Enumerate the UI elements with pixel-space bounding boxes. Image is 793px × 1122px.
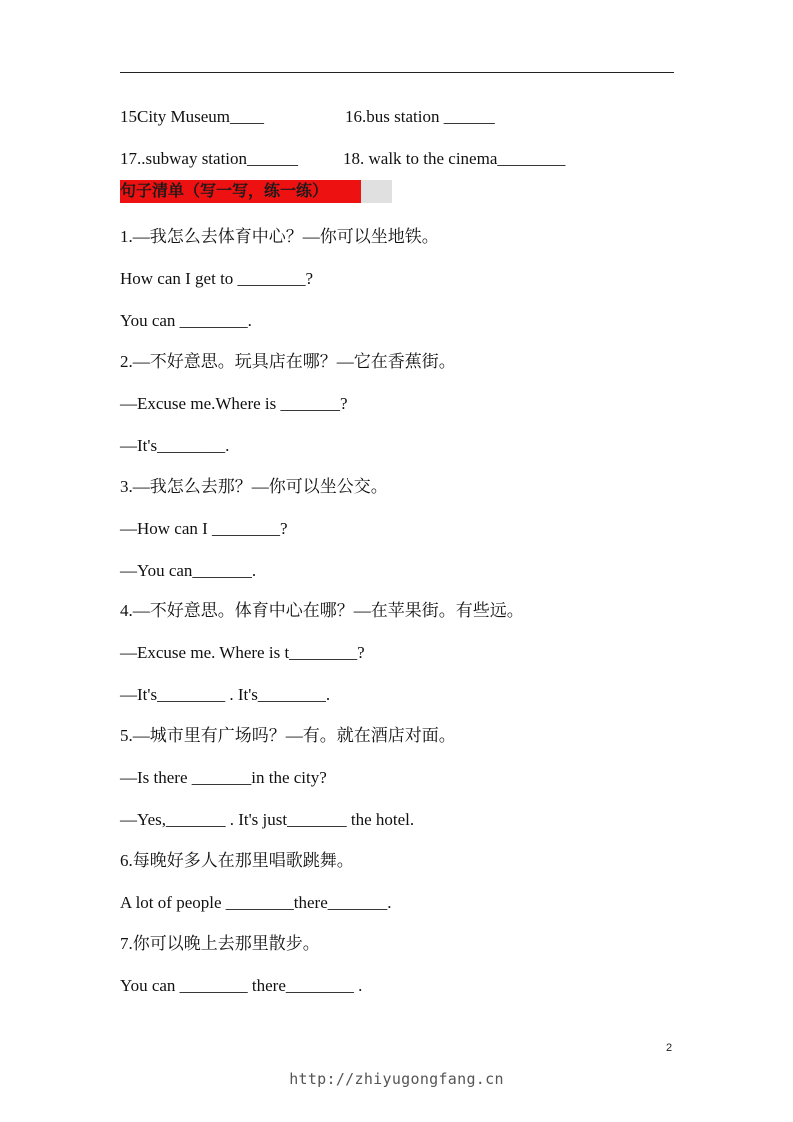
page-number: 2 — [666, 1042, 673, 1054]
sentence-line: You can ________. — [120, 311, 252, 330]
sentence-line: 1.—我怎么去体育中心？—你可以坐地铁。 — [120, 227, 439, 246]
sentence-line: 4.—不好意思。体育中心在哪？—在苹果街。有些远。 — [120, 601, 524, 620]
sentence-line: —Is there _______in the city? — [120, 768, 327, 787]
sentence-line: —It's________ . It's________. — [120, 685, 331, 704]
vocab-item-18: 18. walk to the cinema________ — [343, 149, 566, 168]
sentence-line: 6.每晚好多人在那里唱歌跳舞。 — [120, 851, 354, 870]
sentence-line: You can ________ there________ . — [120, 976, 363, 995]
sentence-line: —Excuse me.Where is _______? — [120, 394, 348, 413]
footer-url[interactable]: http://zhiyugongfang.cn — [289, 1070, 504, 1088]
sentence-line: —You can_______. — [120, 561, 257, 580]
section-heading: 句子清单（写一写，练一练） — [120, 180, 361, 203]
sentence-line: 3.—我怎么去那？—你可以坐公交。 — [120, 477, 388, 496]
sentence-line: 7.你可以晚上去那里散步。 — [120, 934, 320, 953]
vocab-item-17: 17..subway station______ — [120, 149, 299, 168]
vocab-item-15: 15City Museum____ — [120, 107, 265, 126]
sentence-line: —Excuse me. Where is t________? — [120, 643, 365, 662]
header-rule — [120, 72, 674, 73]
sentence-line: 2.—不好意思。玩具店在哪？—它在香蕉街。 — [120, 352, 456, 371]
sentence-line: How can I get to ________? — [120, 269, 314, 288]
sentence-line: —It's________. — [120, 436, 230, 455]
sentence-line: A lot of people ________there_______. — [120, 893, 392, 912]
vocab-item-16: 16.bus station ______ — [345, 107, 495, 126]
sentence-line: 5.—城市里有广场吗？—有。就在酒店对面。 — [120, 726, 456, 745]
sentence-line: —Yes,_______ . It's just_______ the hotel. — [120, 810, 415, 829]
sentence-line: —How can I ________? — [120, 519, 288, 538]
section-heading-background — [120, 180, 392, 203]
